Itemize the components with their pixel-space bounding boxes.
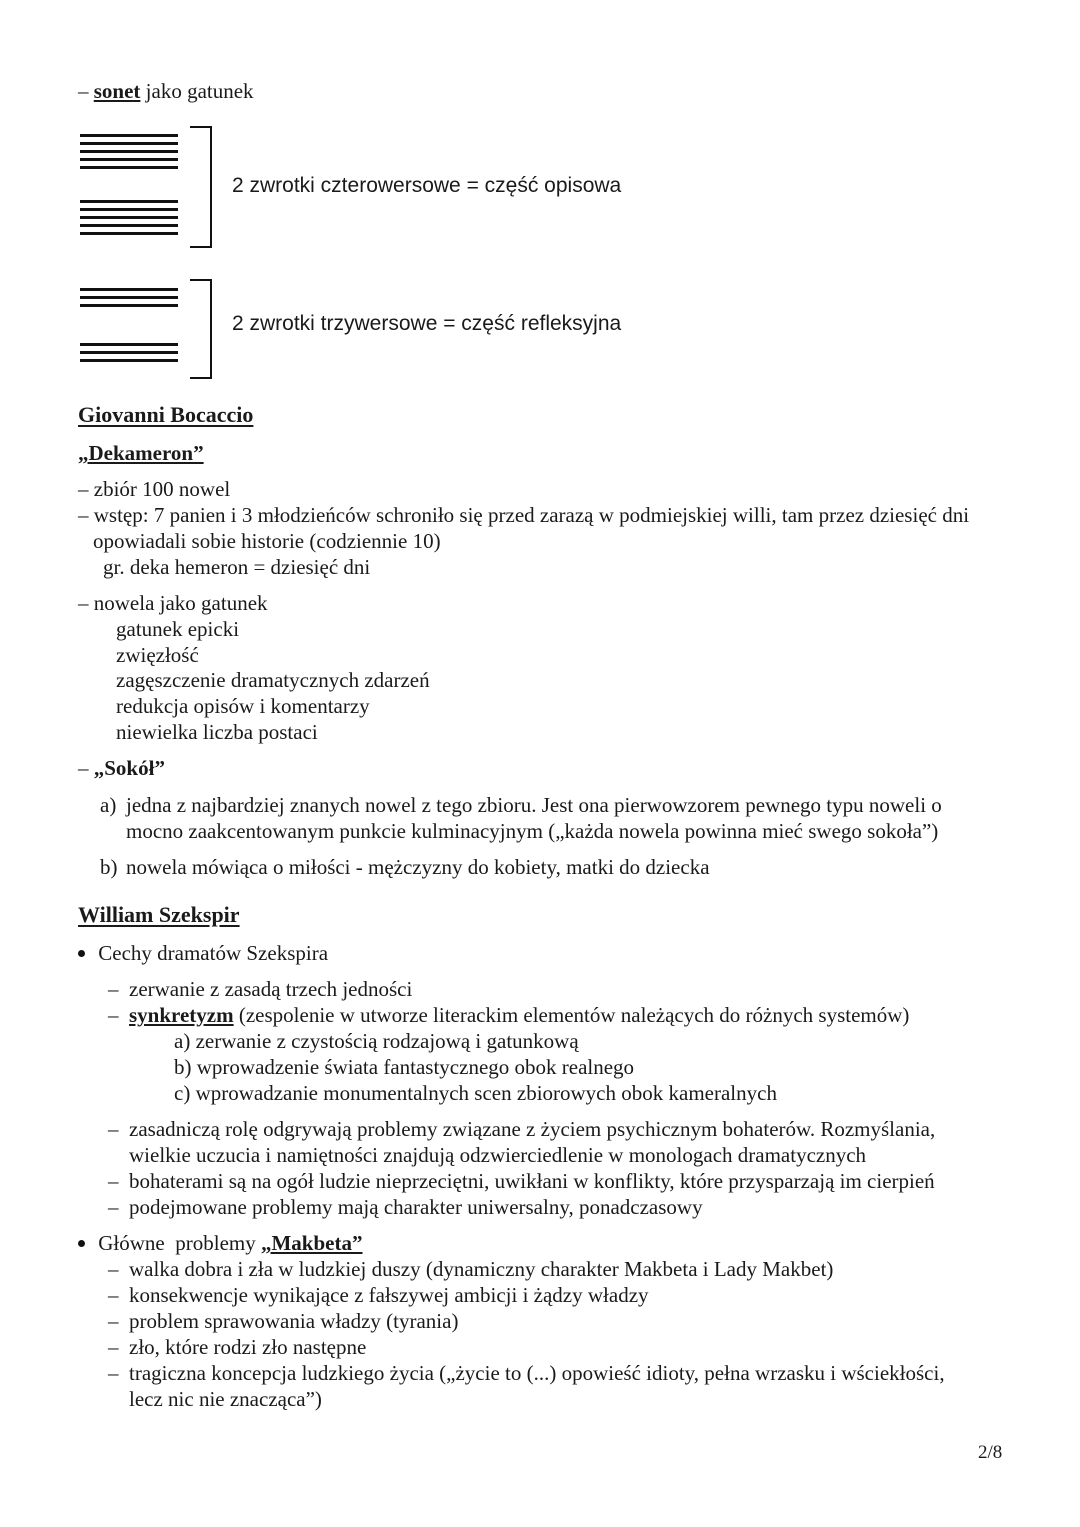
- nowela-feature: niewielka liczba postaci: [116, 720, 318, 744]
- feature-line: zasadniczą rolę odgrywają problemy związane z życiem psychicznym bohaterów. Rozmyślania,: [129, 1117, 936, 1141]
- text-line: – zbiór 100 nowel: [78, 477, 231, 501]
- dash: –: [108, 1361, 119, 1385]
- nowela-feature: redukcja opisów i komentarzy: [116, 694, 370, 718]
- bullet-makbet: Główne problemy „Makbeta”: [78, 1230, 362, 1256]
- quatrain-label: 2 zwrotki czterowersowe = część opisowa: [232, 174, 622, 197]
- sokol-item-b-marker: b): [100, 855, 118, 879]
- sokol-item-a-cont: mocno zaakcentowanym punkcie kulminacyjnym („każda nowela powinna mieć swego sokoła”): [126, 819, 939, 843]
- bullet-icon: [78, 1240, 85, 1247]
- nowela-feature: zagęszczenie dramatycznych zdarzeń: [116, 668, 430, 692]
- sokol-heading: – „Sokół”: [78, 756, 165, 780]
- problem-line: tragiczna koncepcja ludzkiego życia („życie to (...) opowieść idioty, pełna wrzasku i wściekłości,: [129, 1361, 945, 1385]
- section-heading-szekspir: William Szekspir: [78, 902, 240, 927]
- dash: –: [108, 1195, 119, 1219]
- feature-synkretyzm: synkretyzm (zespolenie w utworze literackim elementów należących do różnych systemów): [129, 1003, 910, 1027]
- nowela-feature: zwięzłość: [116, 643, 199, 667]
- dash: –: [108, 1003, 119, 1027]
- tercet-lines-icon: [80, 288, 178, 312]
- synkretyzm-sub: c) wprowadzanie monumentalnych scen zbiorowych obok kameralnych: [174, 1081, 777, 1105]
- dash: –: [108, 1309, 119, 1333]
- sonet-keyword: sonet: [93, 79, 141, 103]
- sonet-heading: – sonet jako gatunek: [78, 79, 254, 103]
- quatrain-lines-icon: [80, 200, 178, 240]
- problem-line: konsekwencje wynikające z fałszywej ambicji i żądzy władzy: [129, 1283, 649, 1307]
- quatrain-bracket-icon: [190, 126, 212, 248]
- problem-line: zło, które rodzi zło następne: [129, 1335, 367, 1359]
- tercet-label: 2 zwrotki trzywersowe = część refleksyjna: [232, 312, 622, 335]
- bullet-icon: [78, 950, 85, 957]
- problem-line: problem sprawowania władzy (tyrania): [129, 1309, 459, 1333]
- problem-line: walka dobra i zła w ludzkiej duszy (dynamiczny charakter Makbeta i Lady Makbet): [129, 1257, 834, 1281]
- sokol-item-b: nowela mówiąca o miłości - mężczyzny do kobiety, matki do dziecka: [126, 855, 710, 879]
- dash: –: [108, 1283, 119, 1307]
- feature-line-cont: wielkie uczucia i namiętności znajdują odzwierciedlenie w monologach dramatycznych: [129, 1143, 867, 1167]
- synkretyzm-sub: a) zerwanie z czystością rodzajową i gatunkową: [174, 1029, 579, 1053]
- sokol-item-a-marker: a): [100, 793, 117, 817]
- dash: –: [108, 1335, 119, 1359]
- quatrain-lines-icon: [80, 134, 178, 174]
- problem-line-cont: lecz nic nie znacząca”): [129, 1387, 322, 1411]
- bullet-cechy: Cechy dramatów Szekspira: [78, 940, 328, 966]
- dash: –: [108, 1169, 119, 1193]
- feature-line: zerwanie z zasadą trzech jedności: [129, 977, 413, 1001]
- section-heading-boccaccio: Giovanni Bocaccio: [78, 402, 254, 427]
- text-line: opowiadali sobie historie (codziennie 10): [93, 529, 441, 553]
- tercet-lines-icon: [80, 343, 178, 367]
- text-line: – wstęp: 7 panien i 3 młodzieńców schroniło się przed zarazą w podmiejskiej willi, tam przez dziesięć dni: [78, 503, 970, 527]
- dash: –: [108, 977, 119, 1001]
- work-title-dekameron: „Dekameron”: [78, 441, 204, 465]
- page-number: 2/8: [978, 1442, 1003, 1463]
- feature-line: podejmowane problemy mają charakter uniwersalny, ponadczasowy: [129, 1195, 703, 1219]
- dash: –: [108, 1117, 119, 1141]
- tercet-bracket-icon: [190, 279, 212, 379]
- dash: –: [108, 1257, 119, 1281]
- synkretyzm-sub: b) wprowadzenie świata fantastycznego obok realnego: [174, 1055, 635, 1079]
- feature-line: bohaterami są na ogół ludzie nieprzeciętni, uwikłani w konflikty, które przysparzają im cierpień: [129, 1169, 935, 1193]
- nowela-feature: gatunek epicki: [116, 617, 240, 641]
- text-line: gr. deka hemeron = dziesięć dni: [103, 555, 371, 579]
- sokol-item-a: jedna z najbardziej znanych nowel z tego zbioru. Jest ona pierwowzorem pewnego typu noweli o: [126, 793, 942, 817]
- text-line: – nowela jako gatunek: [78, 591, 268, 615]
